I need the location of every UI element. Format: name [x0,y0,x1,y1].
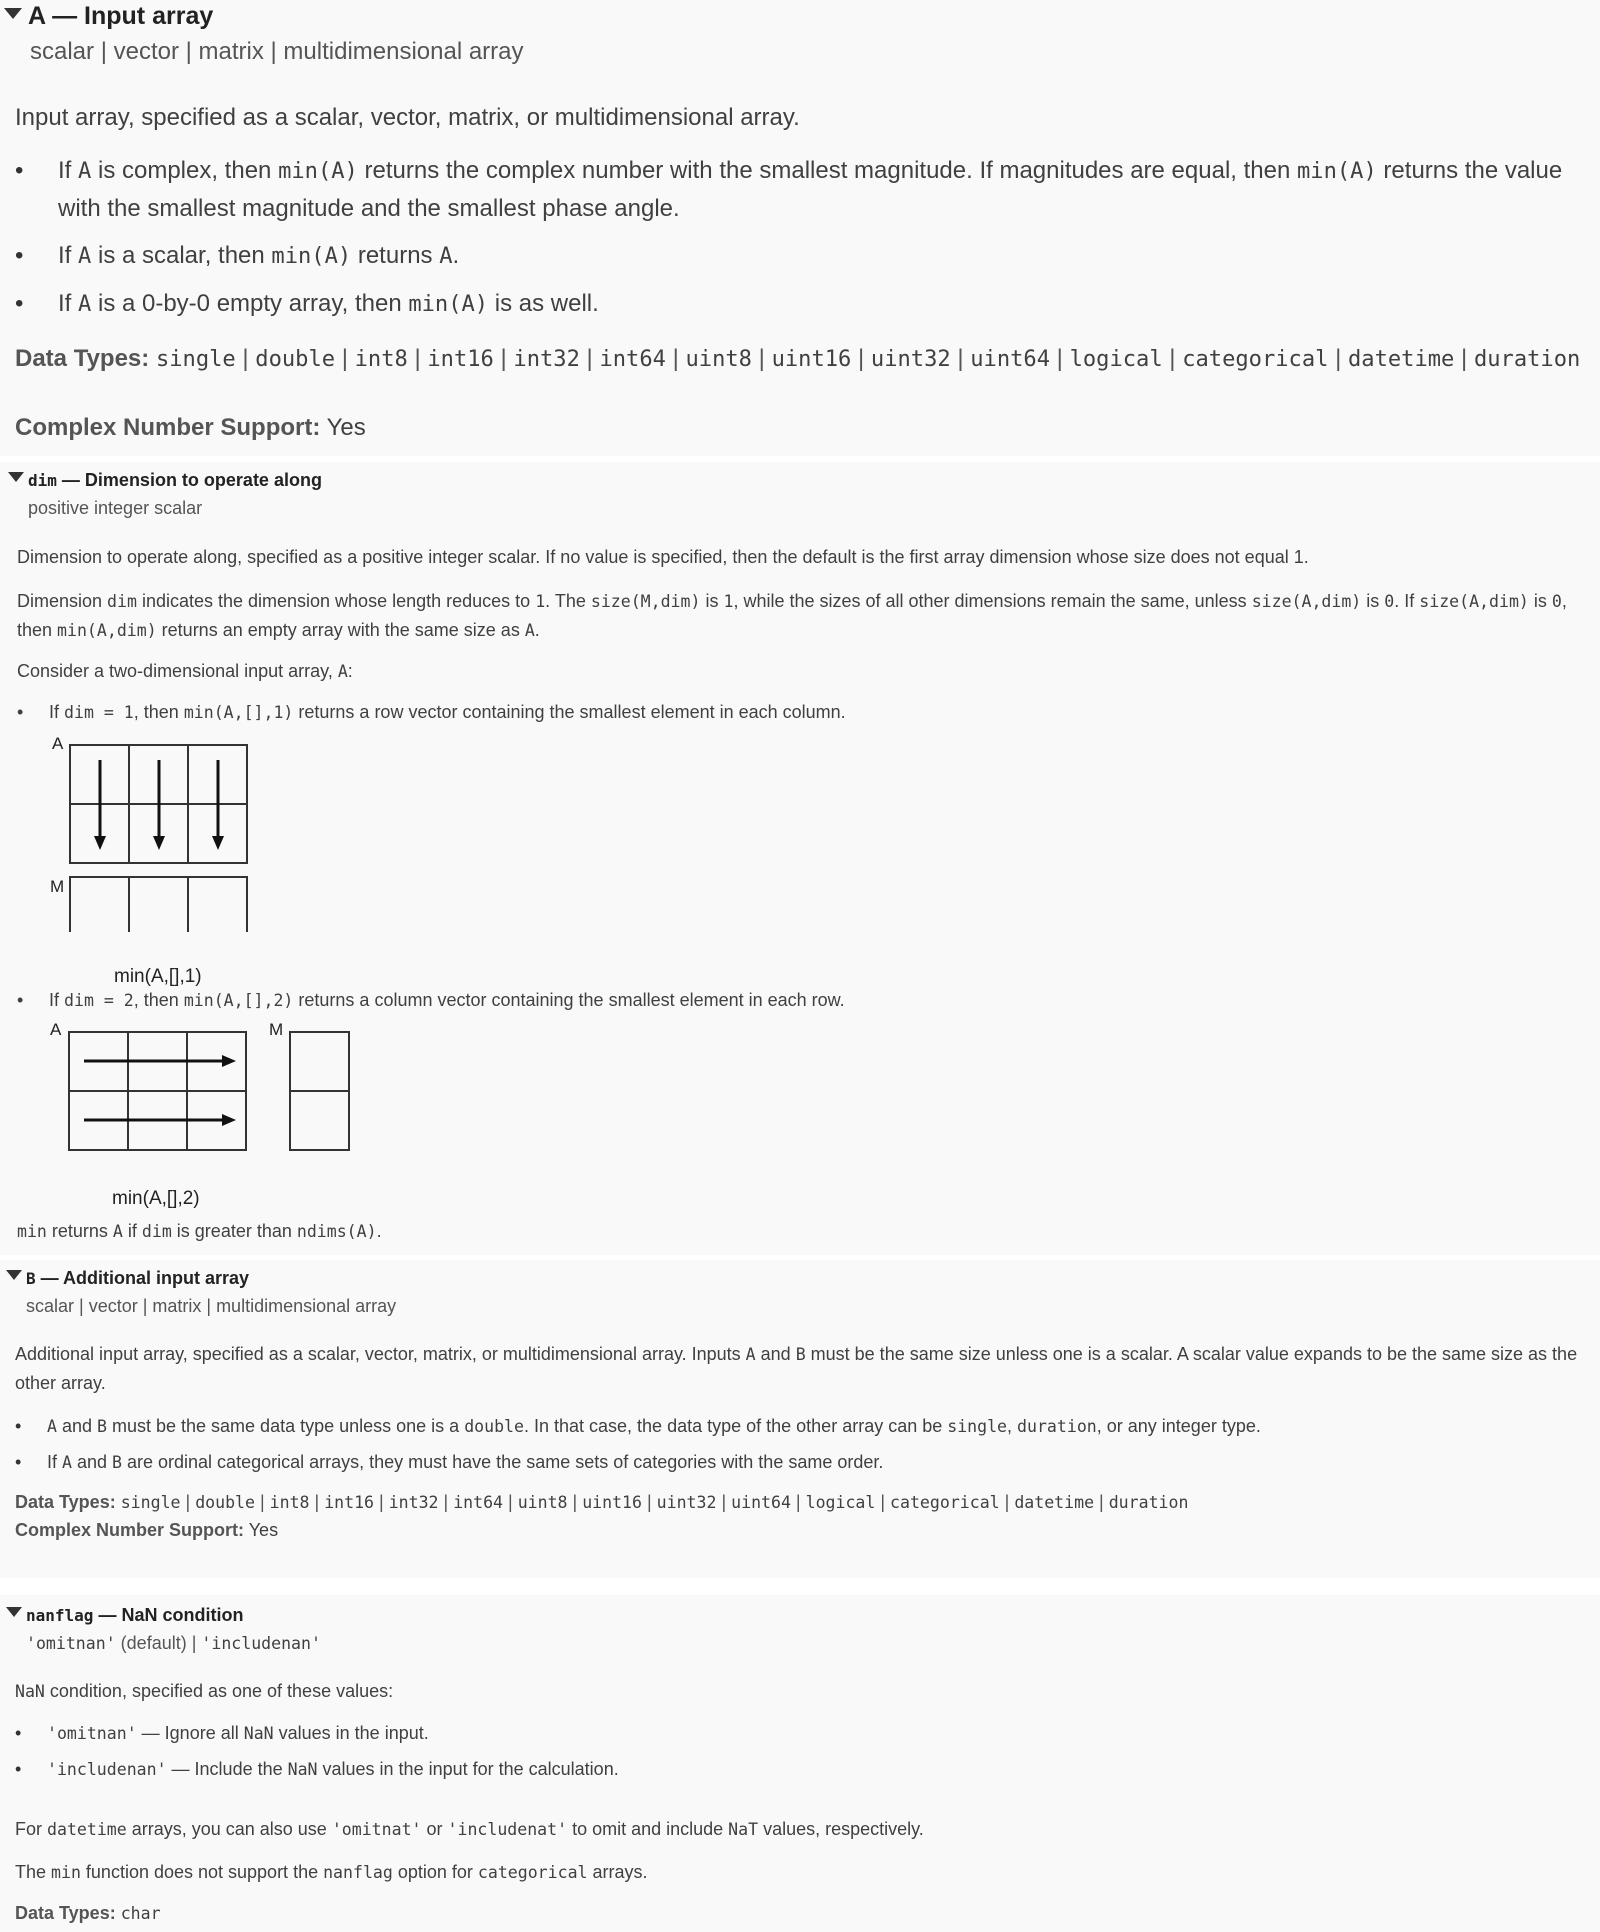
data-types-label: Data Types: [15,1492,116,1512]
text: is [1361,591,1385,611]
separator: | [493,345,514,372]
text: , then [17,591,1567,640]
data-type-item: int64 [599,347,666,372]
argument-description: Input array [84,2,214,30]
code: dim = 1 [64,703,134,722]
data-types-label: Data Types: [15,345,150,372]
argument-section-a [0,0,1600,456]
title-dash: — [93,1605,122,1625]
paragraph [15,1340,1595,1397]
code: B [97,1417,107,1436]
separator: | [999,1492,1015,1512]
text: returns a row vector containing the smallest element in each column. [293,702,846,722]
data-type-item: int32 [388,1493,439,1512]
argument-name: B [26,1269,36,1288]
data-type-item: duration [1473,347,1581,372]
code: 0 [1551,592,1562,611]
list-item [15,152,1595,227]
code: A [439,244,453,269]
text: , then [133,990,184,1010]
text: values in the input for the calculation. [317,1759,619,1779]
complex-support [15,414,366,442]
list-item [17,990,845,1011]
code: min(A,dim) [57,621,157,640]
text: If [58,157,79,184]
separator: | [254,1492,270,1512]
text: must be the same data type unless one is a [106,1416,465,1436]
paragraph [15,1678,393,1706]
paragraph [17,658,353,686]
code: A [47,1417,57,1436]
code: A [78,244,92,269]
argument-section-dim [0,462,1600,1255]
code: 'includenat' [447,1820,568,1839]
argument-bullets [15,152,1595,333]
text: returns an empty array with the same size as [156,620,525,640]
data-type-item: logical [805,1493,876,1512]
list-item [15,1719,619,1748]
text: and [56,1416,98,1436]
argument-section-b [0,1260,1600,1578]
complex-support-value: Yes [326,414,366,441]
code: double [464,1417,524,1436]
code: size(A,dim) [1419,592,1529,611]
code: 'includenan' [47,1760,167,1779]
paragraph: Dimension to operate along, specified as a positive integer scalar. If no value is specified, then the default is the first array dimension whose size does not equal 1. [17,547,1309,567]
code: 'omitnan' [47,1724,137,1743]
separator: | [309,1492,325,1512]
list-item [15,285,1595,323]
text: If [49,990,65,1010]
code: min(A) [278,159,358,184]
complex-support-value: Yes [248,1520,279,1540]
code: duration [1017,1417,1097,1436]
text: returns a column vector containing the smallest element in each row. [293,990,845,1010]
code: A [78,292,92,317]
text: (default) | [115,1633,202,1653]
text: , then [133,702,184,722]
data-type-item: uint8 [517,1493,568,1512]
separator: | [438,1492,454,1512]
argument-description: Dimension to operate along [84,470,322,490]
text: arrays, you can also use [126,1819,332,1839]
text: Dimension [17,591,108,611]
code: min(A) [1297,159,1377,184]
diagram-min-dim1 [40,732,270,992]
argument-type-list: scalar | vector | matrix | multidimensional array [30,38,524,65]
code: 'omitnat' [331,1820,422,1839]
text: If [47,1452,63,1472]
data-type-item: char [120,1904,161,1923]
text: . [452,242,460,269]
diagram-label-m: M [50,877,65,896]
collapse-triangle-icon[interactable] [6,1607,22,1617]
argument-name: dim [28,471,57,490]
text: If [58,290,79,317]
data-types-list [121,1492,1189,1512]
text: to omit and include [567,1819,729,1839]
data-type-item: double [255,347,336,372]
separator: | [180,1492,196,1512]
separator: | [665,345,686,372]
text: function does not support the [80,1862,324,1882]
diagram-caption: min(A,[],2) [112,1188,200,1209]
separator: | [641,1492,657,1512]
argument-bullets [15,1719,619,1791]
code: categorical [477,1863,588,1882]
code: dim [107,592,137,611]
text: is [700,591,724,611]
separator: | [875,1492,891,1512]
complex-support-label: Complex Number Support: [15,1520,245,1540]
text: . In that case, the data type of the other array can be [523,1416,948,1436]
diagram-caption: min(A,[],1) [114,966,202,987]
argument-type-list: scalar | vector | matrix | multidimensional array [26,1296,397,1316]
data-types [15,1903,161,1924]
diagram-label-a: A [52,734,64,753]
data-types [15,1488,1188,1517]
diagram-min-dim2 [40,1020,360,1220]
data-type-item: single [155,347,236,372]
text: is a scalar, then [91,242,272,269]
text: is greater than [171,1221,297,1241]
code: dim = 2 [64,991,134,1010]
argument-title[interactable] [28,470,322,491]
code: single [947,1417,1008,1436]
argument-description: NaN condition [121,1605,244,1625]
title-dash: — [35,1268,63,1288]
argument-title[interactable] [28,2,213,31]
separator: | [503,1492,518,1512]
code: dim [141,1222,172,1241]
list-item [15,1755,619,1784]
argument-intro: Input array, specified as a scalar, vector, matrix, or multidimensional array. [15,104,800,131]
diagram-label-m: M [269,1020,284,1039]
separator: | [1454,345,1474,372]
text: returns the value with the smallest magnitude and the smallest phase angle. [58,157,1563,222]
text: , [1007,1416,1018,1436]
text: : [347,661,353,681]
data-type-item: datetime [1014,1493,1095,1512]
collapse-triangle-icon[interactable] [6,1270,22,1280]
data-type-item: double [195,1493,255,1512]
code: ndims(A) [296,1222,377,1241]
code: 1 [535,592,546,611]
data-type-item: uint32 [656,1493,717,1512]
matrix-row-arrows-icon [40,1020,360,1180]
matrix-column-arrows-icon [40,732,270,932]
data-type-item: duration [1108,1493,1189,1512]
data-type-item: int8 [269,1493,310,1512]
argument-bullets [15,1412,1261,1484]
data-type-item: int64 [453,1493,504,1512]
code: NaN [287,1760,318,1779]
paragraph [17,1218,382,1246]
code: min [51,1863,81,1882]
separator: | [950,345,971,372]
code: 1 [723,592,734,611]
code: A [337,662,348,681]
code: size(A,dim) [1251,592,1362,611]
argument-name: nanflag [26,1606,94,1625]
text: — Ignore all [136,1723,244,1743]
data-types-list [156,345,1580,372]
code: 'includenan' [201,1634,321,1653]
code: min(A,[],1) [183,703,294,722]
list-item [15,1448,1261,1477]
data-type-item: int8 [354,347,408,372]
text: is complex, then [91,157,279,184]
code: A [78,159,92,184]
data-type-item: uint8 [685,347,752,372]
data-type-item: logical [1069,347,1163,372]
code: NaN [15,1682,45,1701]
argument-name: A [28,2,46,30]
text: . [376,1221,382,1241]
text: . [534,620,540,640]
separator: | [374,1492,389,1512]
code: min(A,[],2) [183,991,294,1010]
list-item [15,1412,1261,1441]
text: If [49,702,65,722]
data-type-item: int32 [513,347,580,372]
separator: | [716,1492,732,1512]
code: A [112,1222,123,1241]
code: B [795,1345,806,1364]
text: indicates the dimension whose length reduces to [136,591,536,611]
paragraph [15,1816,924,1844]
paragraph [15,1859,648,1887]
text: values, respectively. [758,1819,924,1839]
text: values in the input. [273,1723,429,1743]
code: A [62,1453,72,1472]
argument-type-list [26,1633,321,1654]
argument-description: Additional input array [62,1268,249,1288]
text: and [755,1344,796,1364]
argument-section-nanflag [0,1595,1600,1932]
text: returns [46,1221,113,1241]
text: returns [351,242,440,269]
data-type-item: uint64 [970,347,1051,372]
title-dash: — [45,2,85,30]
text: if [122,1221,142,1241]
text: . If [1394,591,1420,611]
code: 0 [1384,592,1395,611]
code: size(M,dim) [590,592,701,611]
data-type-item: datetime [1348,347,1455,372]
data-types [15,340,1585,378]
text: For [15,1819,48,1839]
text: arrays. [587,1862,648,1882]
data-types-list [121,1903,161,1923]
data-type-item: uint64 [731,1493,791,1512]
code: min(A) [408,292,489,317]
text: — Include the [166,1759,288,1779]
data-type-item: uint32 [870,347,951,372]
text: condition, specified as one of these values: [44,1681,394,1701]
code: B [112,1453,122,1472]
text: , or any integer type. [1096,1416,1261,1436]
code: A [524,621,535,640]
data-type-item: categorical [1182,347,1329,372]
code: datetime [47,1820,127,1839]
text: Consider a two-dimensional input array, [17,661,338,681]
collapse-triangle-icon[interactable] [8,472,24,482]
text: The [15,1862,52,1882]
code: NaT [728,1820,759,1839]
text: is [1528,591,1552,611]
argument-title[interactable] [26,1268,249,1289]
diagram-label-a: A [50,1020,62,1039]
separator: | [1162,345,1183,372]
separator: | [235,345,256,372]
separator: | [1094,1492,1109,1512]
separator: | [579,345,600,372]
text: and [71,1452,113,1472]
list-item [15,237,1595,275]
collapse-triangle-icon[interactable] [4,8,22,19]
separator: | [407,345,428,372]
text: option for [392,1862,478,1882]
text: Additional input array, specified as a scalar, vector, matrix, or multidimensional array. Inputs [15,1344,746,1364]
title-dash: — [56,470,85,490]
text: . The [545,591,591,611]
argument-type-list: positive integer scalar [28,498,203,518]
separator: | [1328,345,1349,372]
complex-support-label: Complex Number Support: [15,414,321,441]
separator: | [790,1492,806,1512]
text: are ordinal categorical arrays, they must have the same sets of categories with the same order. [122,1452,884,1472]
paragraph [17,587,1577,645]
text: or [421,1819,448,1839]
code: min [17,1222,47,1241]
data-type-item: categorical [890,1493,1000,1512]
list-item [17,702,846,723]
code: 'omitnan' [26,1634,116,1653]
text: is as well. [488,290,599,317]
data-type-item: uint16 [582,1493,642,1512]
separator: | [1050,345,1070,372]
separator: | [335,345,355,372]
separator: | [567,1492,583,1512]
data-types-label: Data Types: [15,1903,116,1923]
text: is a 0-by-0 empty array, then [91,290,409,317]
code: nanflag [323,1863,393,1882]
code: min(A) [271,244,352,269]
complex-support [15,1516,278,1544]
text: , while the sizes of all other dimensions remain the same, unless [733,591,1252,611]
data-type-item: int16 [324,1493,375,1512]
data-type-item: uint16 [771,347,852,372]
text: must be the same size unless one is a scalar. A scalar value expands to be the same size as the other array. [15,1344,1578,1393]
data-type-item: int16 [427,347,494,372]
argument-title[interactable] [26,1605,243,1626]
text: If [58,242,79,269]
text: returns the complex number with the smallest magnitude. If magnitudes are equal, then [357,157,1297,184]
separator: | [751,345,772,372]
code: NaN [243,1724,274,1743]
code: A [745,1345,756,1364]
separator: | [851,345,871,372]
data-type-item: single [120,1493,181,1512]
